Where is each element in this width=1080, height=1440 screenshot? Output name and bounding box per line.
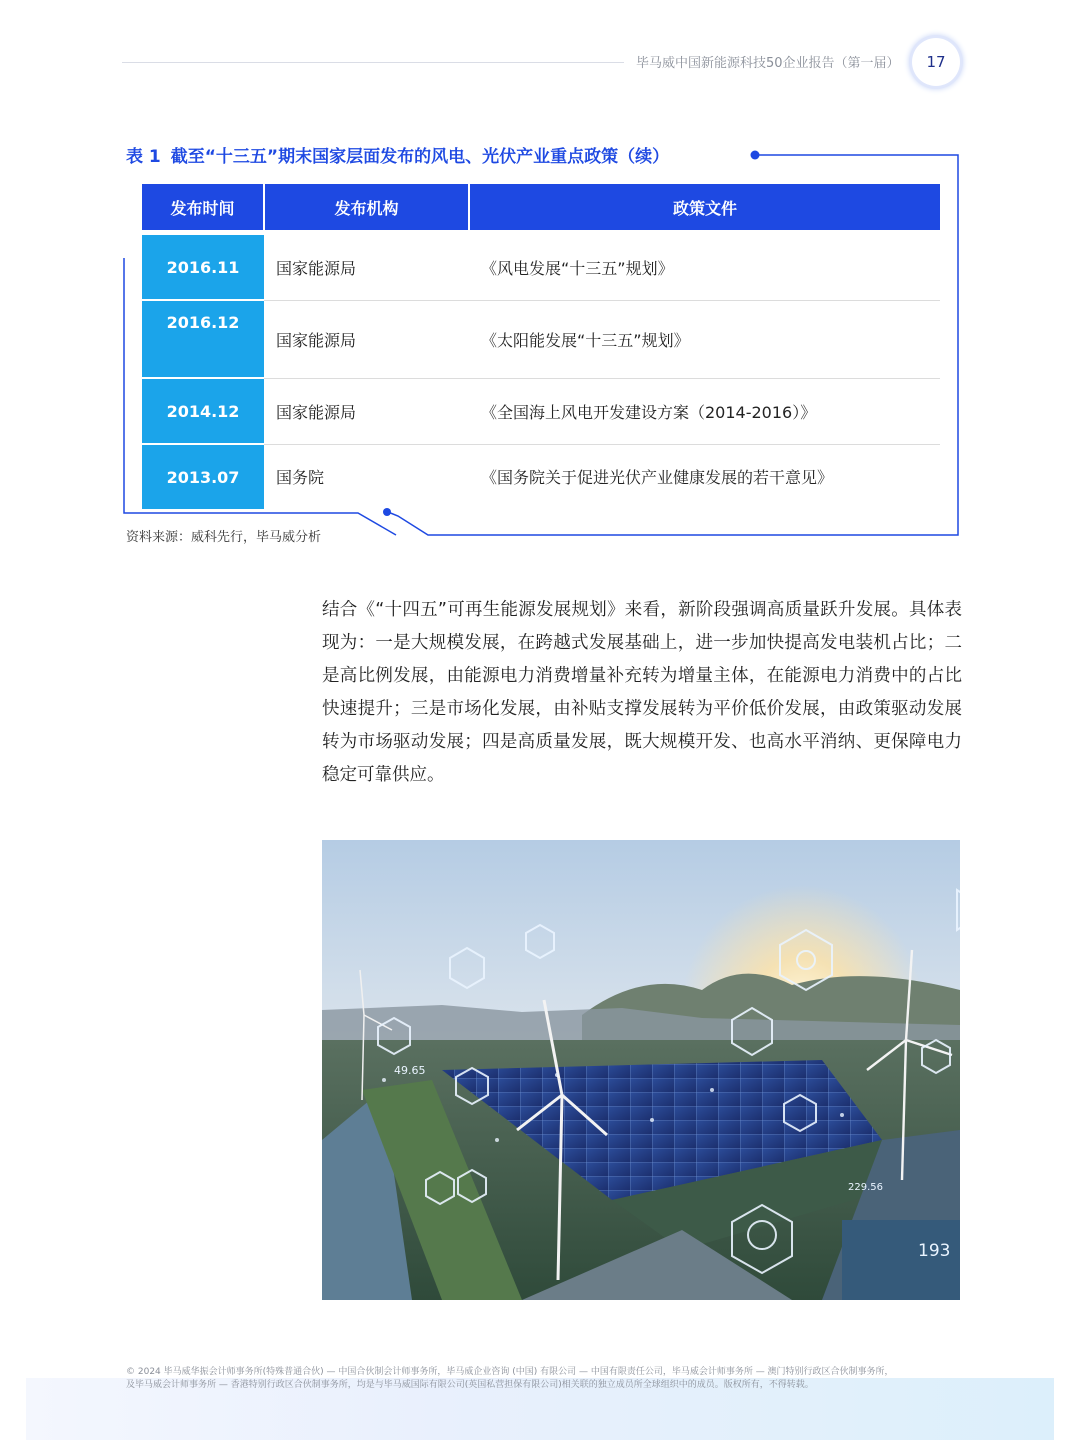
cell-document: 《太阳能发展“十三五”规划》 [469,300,940,378]
table-row [142,444,940,509]
footer-copyright [126,1366,976,1392]
overlay-label-2: 229.56 [848,1182,883,1193]
cell-date: 2016.11 [142,233,264,301]
column-header-date: 发布时间 [142,184,264,233]
overlay-label-1: 49.65 [394,1064,426,1077]
cell-date: 2013.07 [142,444,264,509]
report-title: 毕马威中国新能源科技50企业报告（第一届） [636,56,900,71]
table-header-row [142,184,940,233]
footer-line-2: 及毕马威会计师事务所 — 香港特别行政区合伙制事务所，均是与毕马威国际有限公司(英国私营担保有限公司)相关联的独立成员所全球组织中的成员。版权所有，不得转载。 [126,1380,814,1390]
cell-date: 2014.12 [142,378,264,444]
table-row [142,300,940,378]
cell-document: 《国务院关于促进光伏产业健康发展的若干意见》 [481,468,834,488]
cell-document: 《全国海上风电开发建设方案（2014-2016）》 [469,378,940,444]
table-title-text: 截至“十三五”期末国家层面发布的风电、光伏产业重点政策（续） [170,147,670,167]
overlay-label-3: 193 [918,1241,951,1261]
column-header-agency: 发布机构 [264,184,469,233]
table-source-note: 资料来源：威科先行，毕马威分析 [126,530,322,545]
column-header-document: 政策文件 [469,184,940,233]
policy-table [142,184,940,509]
cell-agency: 国务院 [276,468,325,488]
table-number: 表 1 [126,147,161,167]
photo-illustration [322,840,960,1300]
cell-agency: 国家能源局 [264,300,469,378]
frame-dot-bottom [383,508,391,516]
footer-line-1: © 2024 毕马威华振会计师事务所(特殊普通合伙) — 中国合伙制会计师事务所，毕马威企业咨询 (中国) 有限公司 — 中国有限责任公司，毕马威会计师事务所 — 澳门特别行政区合伙制事务所， [126,1367,894,1377]
cell-agency: 国家能源局 [264,378,469,444]
table-row [142,233,940,301]
table-row [142,378,940,444]
cell-date: 2016.12 [142,300,264,378]
cell-document: 《风电发展“十三五”规划》 [469,233,940,301]
table-title [126,142,669,167]
solar-wind-photo [322,840,960,1300]
cell-agency: 国家能源局 [264,233,469,301]
body-paragraph: 结合《“十四五”可再生能源发展规划》来看，新阶段强调高质量跃升发展。具体表现为：一是大规模发展，在跨越式发展基础上，进一步加快提高发电装机占比；二是高比例发展，由能源电力消费增量补充转为增量主体，在能源电力消费中的占比快速提升；三是市场化发展，由补贴支撑发展转为平价低价发展，由政策驱动发展转为市场驱动发展；四是高质量发展，既大规模开发、也高水平消纳、更保障电力稳定可靠供应。 [322,600,962,785]
page-number: 17 [926,53,946,71]
